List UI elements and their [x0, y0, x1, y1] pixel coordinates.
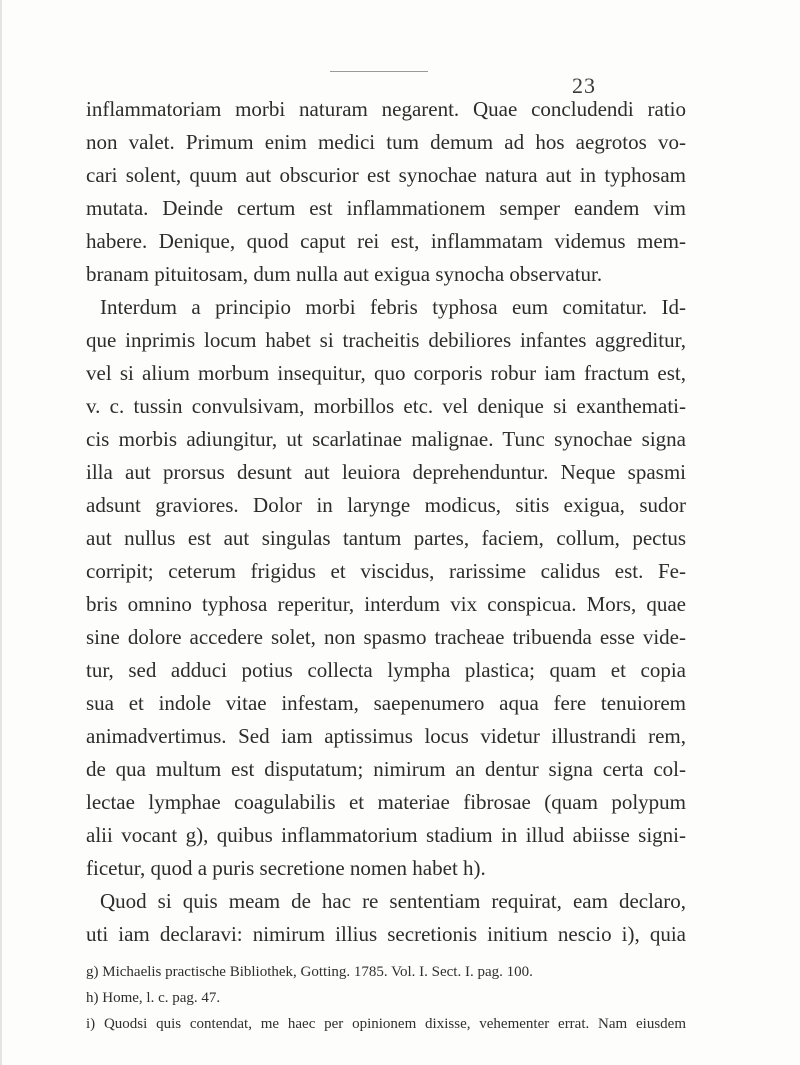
text-line: cis morbis adiungitur, ut scarlatinae malignae. Tunc synochae signa	[86, 427, 686, 451]
page-edge-shadow	[0, 0, 2, 1065]
text-line: lectae lymphae coagulabilis et materiae fibrosae (quam polypum	[86, 790, 686, 814]
page-number: 23	[572, 73, 596, 98]
text-line: habere. Denique, quod caput rei est, inflammatam videmus mem-	[86, 229, 686, 253]
text-line: adsunt graviores. Dolor in larynge modicus, sitis exigua, sudor	[86, 493, 686, 517]
text-line: corripit; ceterum frigidus et viscidus, rarissime calidus est. Fe-	[86, 559, 686, 583]
text-line: de qua multum est disputatum; nimirum an dentur signa certa col-	[86, 757, 686, 781]
text-line: non valet. Primum enim medici tum demum ad hos aegrotos vo-	[86, 130, 686, 154]
text-line: que inprimis locum habet si tracheitis debiliores infantes aggreditur,	[86, 328, 686, 352]
text-line: ficetur, quod a puris secretione nomen habet h).	[86, 856, 486, 880]
footnote-g: g) Michaelis practische Bibliothek, Gotting. 1785. Vol. I. Sect. I. pag. 100.	[86, 964, 533, 980]
header-rule	[330, 71, 428, 72]
text-line: Quod si quis meam de hac re sententiam requirat, eam declaro,	[100, 889, 686, 913]
text-line: sine dolore accedere solet, non spasmo tracheae tribuenda esse vide-	[86, 625, 686, 649]
text-line: aut nullus est aut singulas tantum partes, faciem, collum, pectus	[86, 526, 686, 550]
text-line: illa aut prorsus desunt aut leuiora deprehenduntur. Neque spasmi	[86, 460, 686, 484]
footnote-h: h) Home, l. c. pag. 47.	[86, 990, 221, 1006]
text-line: sua et indole vitae infestam, saepenumero aqua fere tenuiorem	[86, 691, 686, 715]
text-line: cari solent, quum aut obscurior est synochae natura aut in typhosam	[86, 163, 686, 187]
text-line: bris omnino typhosa reperitur, interdum vix conspicua. Mors, quae	[86, 592, 686, 616]
text-line: animadvertimus. Sed iam aptissimus locus videtur illustrandi rem,	[86, 724, 686, 748]
text-line: inflammatoriam morbi naturam negarent. Quae concludendi ratio	[86, 97, 686, 121]
text-line: branam pituitosam, dum nulla aut exigua synocha observatur.	[86, 262, 603, 286]
text-line: uti iam declaravi: nimirum illius secretionis initium nescio i), quia	[86, 922, 686, 946]
text-line: mutata. Deinde certum est inflammationem semper eandem vim	[86, 196, 686, 220]
text-line: alii vocant g), quibus inflammatorium stadium in illud abiisse signi-	[86, 823, 686, 847]
text-line: v. c. tussin convulsivam, morbillos etc. vel denique si exanthemati-	[86, 394, 686, 418]
footnote-i: i) Quodsi quis contendat, me haec per opinionem dixisse, vehementer errat. Nam eiusdem	[86, 1016, 686, 1032]
text-line: vel si alium morbum insequitur, quo corporis robur iam fractum est,	[86, 361, 686, 385]
text-line: Interdum a principio morbi febris typhosa eum comitatur. Id-	[100, 295, 686, 319]
text-line: tur, sed adduci potius collecta lympha plastica; quam et copia	[86, 658, 686, 682]
